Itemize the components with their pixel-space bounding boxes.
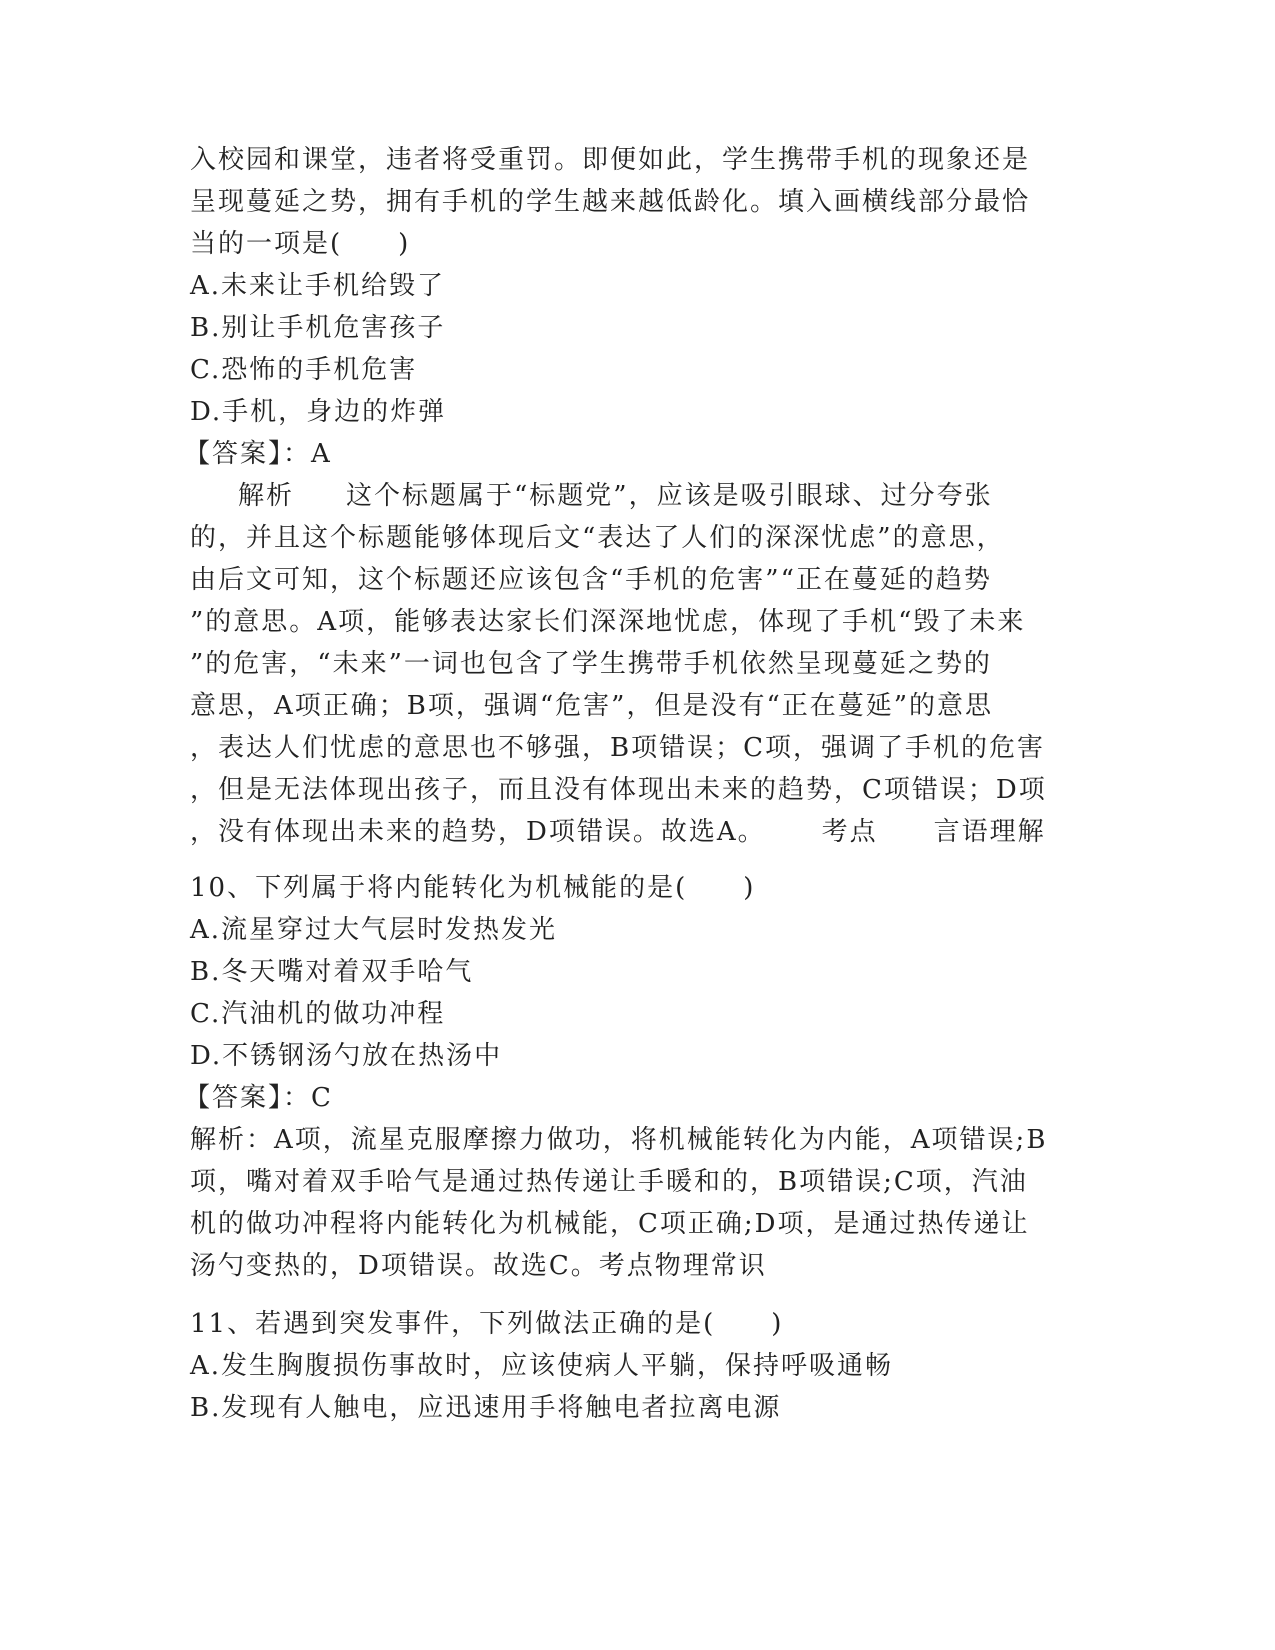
q10-answer: 【答案】：C: [184, 1083, 333, 1113]
q10-option-b: B.冬天嘴对着双手哈气: [190, 957, 474, 987]
q10-option-d: D.不锈钢汤勺放在热汤中: [190, 1041, 503, 1071]
q9-explanation-line: ，但是无法体现出孩子，而且没有体现出未来的趋势，C项错误；D项: [190, 775, 1047, 805]
q9-explanation-text: 这个标题属于“标题党”，应该是吸引眼球、过分夸张: [346, 481, 993, 511]
q10-stem: 10、下列属于将内能转化为机械能的是( ): [190, 873, 756, 903]
q9-explanation-line: 由后文可知，这个标题还应该包含“手机的危害”“正在蔓延的趋势: [190, 565, 992, 595]
q9-stem-line: 入校园和课堂，违者将受重罚。即便如此，学生携带手机的现象还是: [190, 145, 1031, 175]
q9-explanation-first-line: [238, 478, 993, 514]
q9-explanation-text: ，没有体现出未来的趋势，D项错误。故选A。: [190, 817, 766, 847]
q10-explanation-line: 汤勺变热的，D项错误。故选C。考点物理常识: [190, 1251, 767, 1281]
q9-stem-line: 呈现蔓延之势，拥有手机的学生越来越低龄化。填入画横线部分最恰: [190, 187, 1031, 217]
q9-explanation-line: ，表达人们忧虑的意思也不够强，B项错误；C项，强调了手机的危害: [190, 733, 1046, 763]
q9-explanation-line: ”的意思。A项，能够表达家长们深深地忧虑，体现了手机“毁了未来: [190, 607, 1026, 637]
q11-option-b: B.发现有人触电，应迅速用手将触电者拉离电源: [190, 1393, 782, 1423]
q9-option-b: B.别让手机危害孩子: [190, 313, 446, 343]
q9-answer: 【答案】：A: [184, 439, 332, 469]
q9-knowledge-label: 考点: [821, 817, 878, 847]
q10-explanation-line: 项，嘴对着双手哈气是通过热传递让手暖和的，B项错误;C项，汽油: [190, 1167, 1028, 1197]
q9-explanation-line: 意思，A项正确；B项，强调“危害”，但是没有“正在蔓延”的意思: [190, 691, 994, 721]
q9-explanation-label: 解析: [238, 481, 295, 511]
q9-option-d: D.手机，身边的炸弹: [190, 397, 447, 427]
q10-option-c: C.汽油机的做功冲程: [190, 999, 446, 1029]
q9-stem-line: 当的一项是( ): [190, 229, 411, 259]
q9-explanation-line: 的，并且这个标题能够体现后文“表达了人们的深深忧虑”的意思，: [190, 523, 1005, 553]
q9-knowledge-value: 言语理解: [933, 817, 1046, 847]
q11-option-a: A.发生胸腹损伤事故时，应该使病人平躺，保持呼吸通畅: [190, 1351, 894, 1381]
q9-option-a: A.未来让手机给毁了: [190, 271, 446, 301]
q10-explanation-line: 解析：A项，流星克服摩擦力做功，将机械能转化为内能，A项错误;B: [190, 1125, 1048, 1155]
q9-option-c: C.恐怖的手机危害: [190, 355, 418, 385]
q11-stem: 11、若遇到突发事件，下列做法正确的是( ): [190, 1309, 784, 1339]
q10-explanation-line: 机的做功冲程将内能转化为机械能，C项正确;D项，是通过热传递让: [190, 1209, 1030, 1239]
q9-explanation-last-line: [190, 814, 1046, 850]
q10-option-a: A.流星穿过大气层时发热发光: [190, 915, 558, 945]
q9-explanation-line: ”的危害，“未来”一词也包含了学生携带手机依然呈现蔓延之势的: [190, 649, 992, 679]
